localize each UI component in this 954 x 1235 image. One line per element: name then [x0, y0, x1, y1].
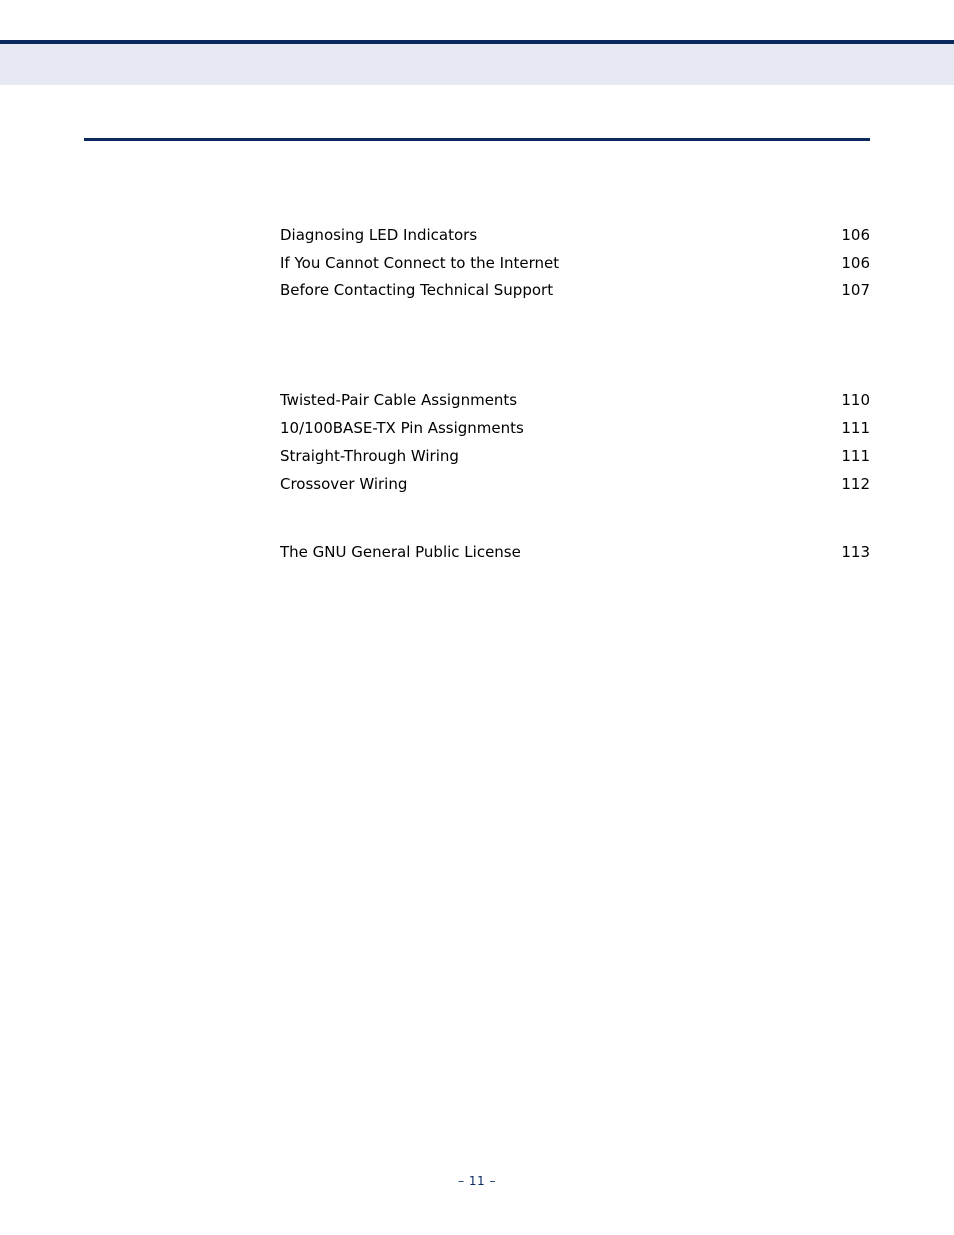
title-rule: [84, 138, 870, 141]
header-band: [0, 44, 954, 85]
toc-entry[interactable]: [280, 445, 870, 467]
page-number: – 11 –: [458, 1174, 496, 1188]
toc-entry-page: 106: [841, 254, 870, 272]
toc-entry-page: 111: [841, 419, 870, 437]
toc-entry-page: 110: [841, 391, 870, 409]
toc-entry-page: 111: [841, 447, 870, 465]
toc-entry-title: Crossover Wiring: [280, 475, 408, 493]
toc-entry-title: Diagnosing LED Indicators: [280, 226, 478, 244]
toc-entry-page: 112: [841, 475, 870, 493]
toc-entry[interactable]: [280, 473, 870, 495]
toc-entry-page: 113: [841, 543, 870, 561]
toc-entry-title: Before Contacting Technical Support: [280, 281, 554, 299]
toc-entry-page: 107: [841, 281, 870, 299]
toc-entry-page: 106: [841, 226, 870, 244]
toc-entry-title: 10/100BASE-TX Pin Assignments: [280, 419, 524, 437]
toc-entry[interactable]: [280, 389, 870, 411]
toc-entry-title: Twisted-Pair Cable Assignments: [280, 391, 518, 409]
toc-entry[interactable]: [280, 541, 870, 563]
toc-entry[interactable]: [280, 417, 870, 439]
toc-entry[interactable]: [280, 279, 870, 301]
toc-entry-title: If You Cannot Connect to the Internet: [280, 254, 560, 272]
toc-entry-title: The GNU General Public License: [280, 543, 521, 561]
toc-entry-title: Straight-Through Wiring: [280, 447, 459, 465]
toc-entry[interactable]: [280, 252, 870, 274]
toc-entry[interactable]: [280, 224, 870, 246]
